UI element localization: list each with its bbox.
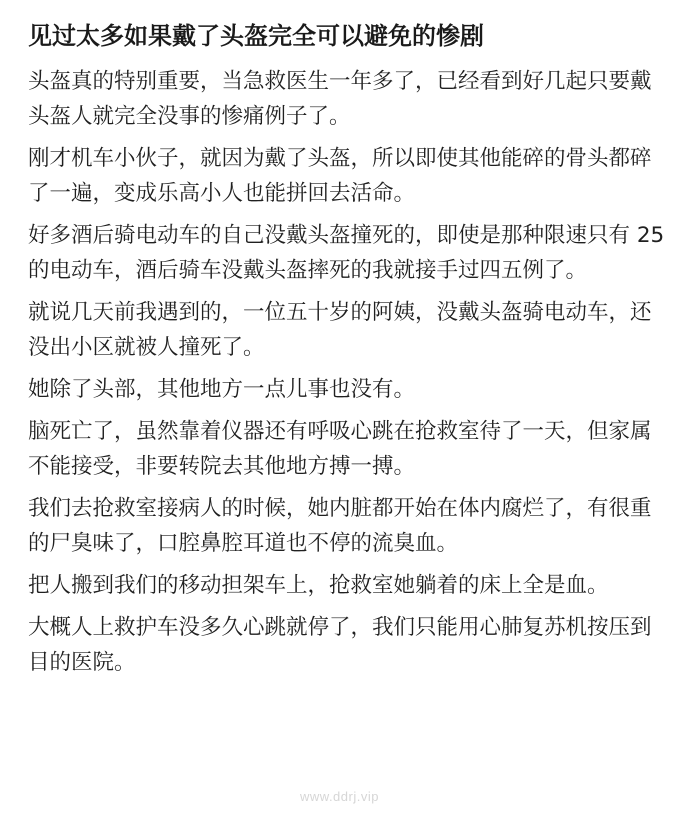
article-body: [28, 64, 666, 680]
paragraph-8: 把人搬到我们的移动担架车上，抢救室她躺着的床上全是血。: [28, 573, 609, 598]
article-title: 见过太多如果戴了头盔完全可以避免的惨剧: [28, 22, 484, 50]
paragraph-2: 刚才机车小伙子，就因为戴了头盔，所以即使其他能碎的骨头都碎了一遍，变成乐高小人也能拼回去活命。: [28, 146, 652, 206]
site-watermark: www.ddrj.vip: [300, 789, 379, 804]
paragraph-9: 大概人上救护车没多久心跳就停了，我们只能用心肺复苏机按压到目的医院。: [28, 615, 652, 675]
paragraph-6: 脑死亡了，虽然靠着仪器还有呼吸心跳在抢救室待了一天，但家属不能接受，非要转院去其他地方搏一搏。: [28, 419, 652, 479]
paragraph-4: 就说几天前我遇到的，一位五十岁的阿姨，没戴头盔骑电动车，还没出小区就被人撞死了。: [28, 300, 652, 360]
paragraph-7: 我们去抢救室接病人的时候，她内脏都开始在体内腐烂了，有很重的尸臭味了，口腔鼻腔耳道也不停的流臭血。: [28, 496, 652, 556]
paragraph-1: 头盔真的特别重要，当急救医生一年多了，已经看到好几起只要戴头盔人就完全没事的惨痛例子了。: [28, 69, 652, 129]
paragraph-3: 好多酒后骑电动车的自己没戴头盔撞死的，即使是那种限速只有 25 的电动车，酒后骑车没戴头盔摔死的我就接手过四五例了。: [28, 223, 665, 283]
paragraph-5: 她除了头部，其他地方一点儿事也没有。: [28, 377, 416, 402]
